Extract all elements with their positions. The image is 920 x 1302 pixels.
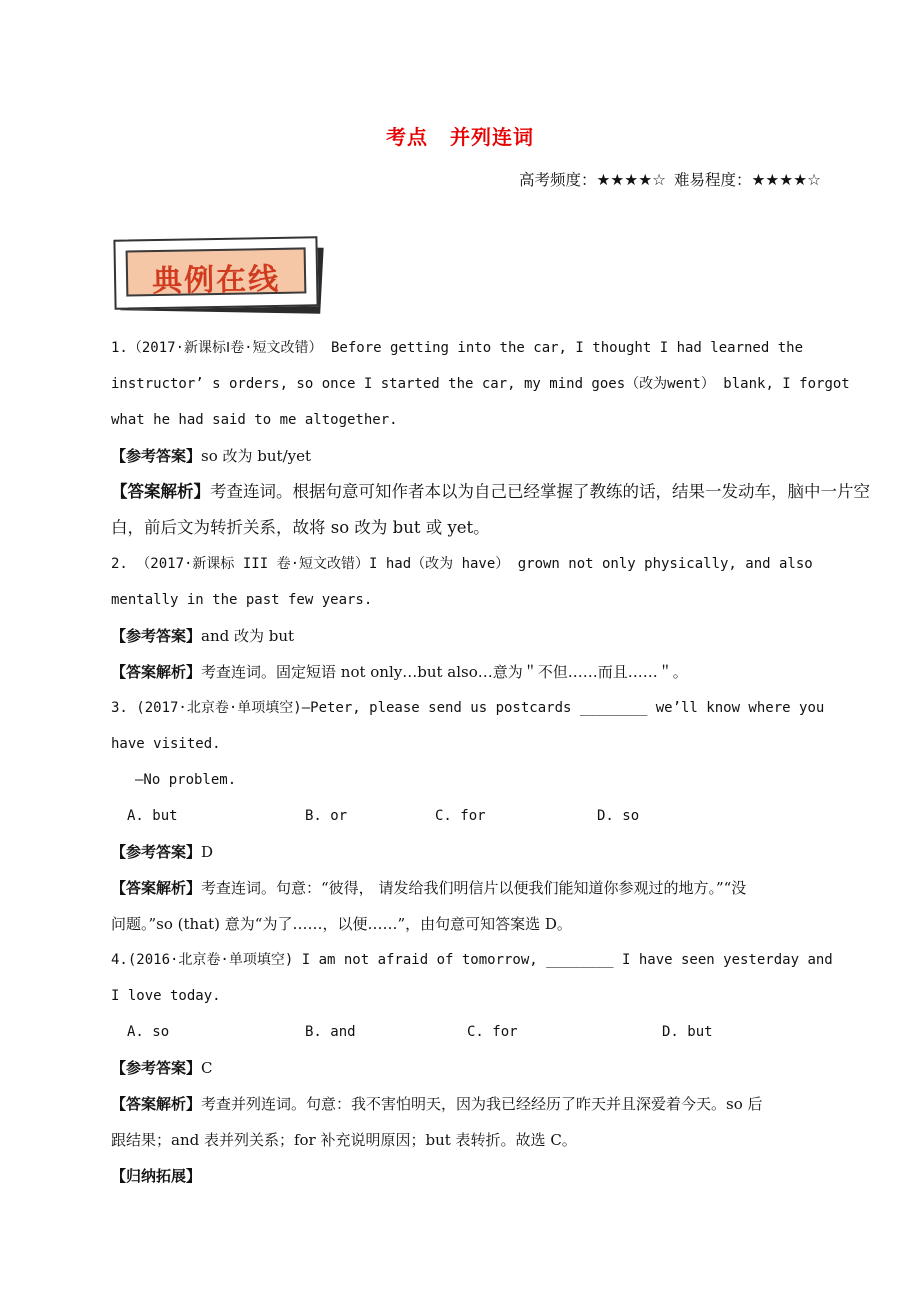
q4-option-d: D. but — [662, 1024, 713, 1040]
q3-option-c: C. for — [435, 808, 486, 824]
q4-analysis-1 — [111, 1086, 845, 1122]
frequency-difficulty-line — [519, 168, 821, 190]
q3-answer — [111, 834, 845, 870]
q1-answer-tag: 【参考答案】 — [111, 447, 202, 465]
q3-analysis-1 — [111, 870, 845, 906]
q4-answer-tag: 【参考答案】 — [111, 1059, 202, 1077]
difficulty-stars: ★★★★☆ — [751, 171, 821, 189]
q3-answer-text: D — [201, 843, 214, 861]
q2-line-2: mentally in the past few years. — [111, 592, 373, 608]
example-banner — [112, 236, 326, 318]
banner-paper — [113, 236, 318, 310]
q2-analysis-1 — [111, 654, 845, 690]
q4-analysis-text-1: 考查并列连词。句意：我不害怕明天，因为我已经经历了昨天并且深爱着今天。so 后 — [201, 1095, 763, 1113]
q4-analysis-2: 跟结果；and 表并列关系；for 补充说明原因；but 表转折。故选 C。 — [111, 1131, 577, 1149]
q4-option-c: C. for — [467, 1024, 518, 1040]
banner-text: 典例在线 — [151, 261, 281, 300]
document-body — [111, 330, 870, 1194]
difficulty-label: 难易程度： — [674, 171, 752, 189]
q3-option-d: D. so — [597, 808, 640, 824]
q1-analysis-2: 白，前后文为转折关系，故将 so 改为 but 或 yet。 — [111, 518, 490, 537]
q4-answer-text: C — [201, 1059, 213, 1077]
q3-analysis-2: 问题。”so (that) 意为“为了……，以便……”，由句意可知答案选 D。 — [111, 915, 572, 933]
q3-analysis-text-1: 考查连词。句意：“彼得， 请发给我们明信片以便我们能知道你参观过的地方。”“没 — [201, 879, 747, 897]
q2-answer — [111, 618, 845, 654]
q3-line-3: —No problem. — [135, 772, 237, 788]
title-topic-name: 并列连词 — [450, 125, 534, 149]
q4-line-1: 4.(2016·北京卷·单项填空) I am not afraid of tomorrow, ________ I have seen yesterday and — [111, 952, 833, 968]
banner-frame — [126, 247, 307, 300]
q1-analysis-text-1: 考查连词。根据句意可知作者本以为自己已经掌握了教练的话，结果一发动车，脑中一片空 — [210, 482, 870, 501]
q1-analysis-1 — [111, 474, 870, 510]
q2-answer-tag: 【参考答案】 — [111, 627, 202, 645]
q1-line-2: instructor’ s orders, so once I started the car, my mind goes（改为went） blank, I forgot — [111, 376, 850, 392]
q1-analysis-tag: 【答案解析】 — [111, 482, 210, 501]
q4-analysis-tag: 【答案解析】 — [111, 1095, 202, 1113]
q4-options — [111, 1014, 845, 1050]
q3-line-1: 3. (2017·北京卷·单项填空)—Peter, please send us postcards ________ we’ll know where you — [111, 700, 825, 716]
q1-line-3: what he had said to me altogether. — [111, 412, 398, 428]
page-title — [0, 121, 920, 150]
q3-analysis-tag: 【答案解析】 — [111, 879, 202, 897]
frequency-stars: ★★★★☆ — [596, 171, 666, 189]
title-topic-label: 考点 — [386, 125, 428, 149]
q2-analysis-tag: 【答案解析】 — [111, 663, 202, 681]
q3-option-a: A. but — [127, 808, 178, 824]
q1-line-1: 1.（2017·新课标Ⅰ卷·短文改错） Before getting into the car, I thought I had learned the — [111, 340, 803, 356]
q4-option-b: B. and — [305, 1024, 356, 1040]
q3-option-b: B. or — [305, 808, 348, 824]
q3-options — [111, 798, 845, 834]
q4-line-2: I love today. — [111, 988, 221, 1004]
q4-option-a: A. so — [127, 1024, 170, 1040]
q2-analysis-text-1: 考查连词。固定短语 not only…but also…意为＂不但……而且……＂。 — [201, 663, 688, 681]
q2-line-1: 2. （2017·新课标 III 卷·短文改错）I had（改为 have） grown not only physically, and also — [111, 556, 813, 572]
q1-answer — [111, 438, 845, 474]
q3-line-2: have visited. — [111, 736, 221, 752]
q2-answer-text: and 改为 but — [201, 627, 295, 645]
frequency-label: 高考频度： — [519, 171, 597, 189]
q1-answer-text: so 改为 but/yet — [201, 447, 312, 465]
q3-answer-tag: 【参考答案】 — [111, 843, 202, 861]
summary-heading: 【归纳拓展】 — [111, 1167, 202, 1185]
q4-answer — [111, 1050, 845, 1086]
